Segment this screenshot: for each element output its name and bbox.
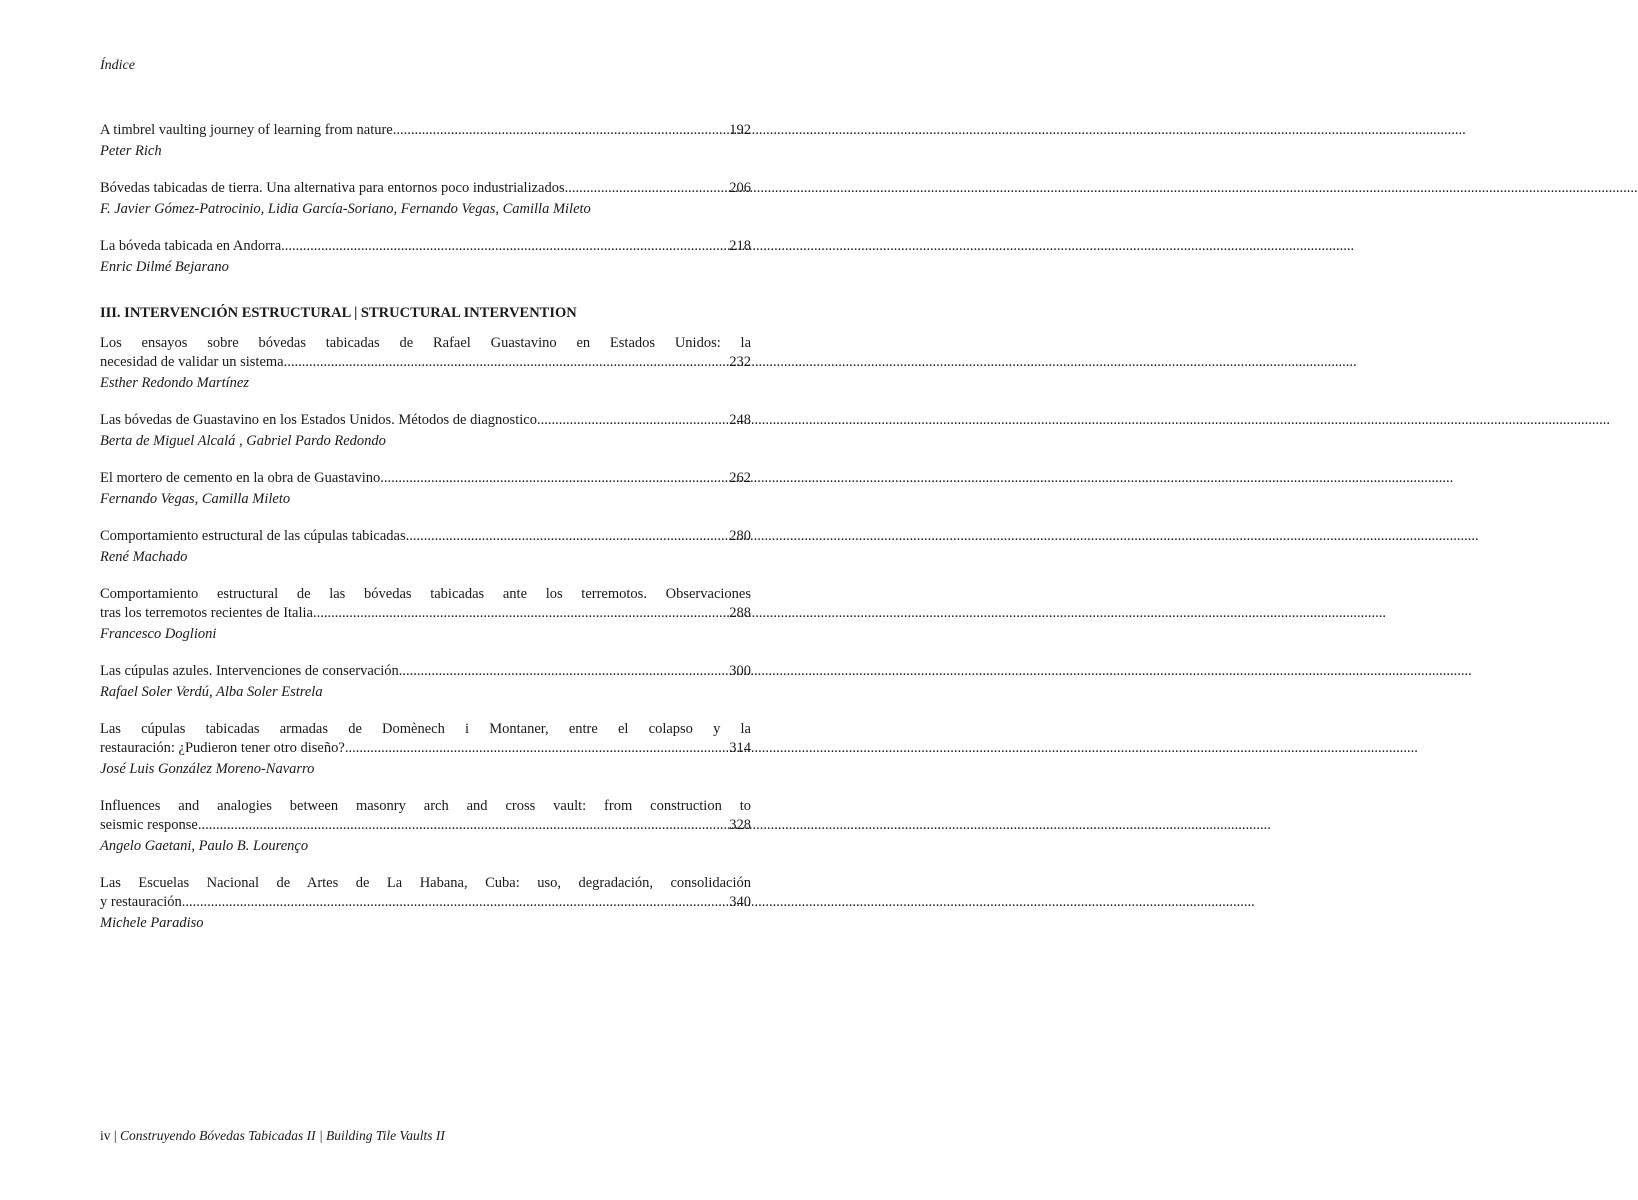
dot-leader [406,527,727,546]
toc-entry-title: A timbrel vaulting journey of learning from nature [100,122,393,138]
footer-separator: | [113,1128,117,1143]
page-footer [100,1128,445,1144]
toc-title-line [100,237,751,256]
toc-page-number: 328 [729,817,751,833]
toc-entry-title: El mortero de cemento en la obra de Guastavino [100,470,381,486]
toc-entry-title: Comportamiento estructural de las cúpulas tabicadas [100,528,406,544]
toc-entry [100,874,751,933]
toc-entry-title: Las cúpulas azules. Intervenciones de conservación [100,663,399,679]
dot-leader [565,179,727,198]
toc-entry-title: y restauración [100,894,182,910]
toc-title-first-line: Influences and analogies between masonry arch and cross vault: from construction to [100,798,751,814]
section-heading: III. INTERVENCIÓN ESTRUCTURAL | STRUCTURAL INTERVENTION [100,305,577,321]
toc-title-line [100,411,751,430]
toc-page-number: 300 [729,663,751,679]
toc-entry [100,585,751,644]
toc-page-number: 248 [729,412,751,428]
toc-entry-authors: Fernando Vegas, Camilla Mileto [100,491,291,507]
toc-title-line [100,121,751,140]
toc-page-number: 206 [729,180,751,196]
toc-entry-title: tras los terremotos recientes de Italia [100,605,313,621]
toc-entry [100,121,751,161]
toc-entry-authors: René Machado [100,549,188,565]
toc-entry [100,179,751,219]
toc-entry [100,797,751,856]
toc-page-number: 262 [729,470,751,486]
toc-title-first-line: Las cúpulas tabicadas armadas de Domènech i Montaner, entre el colapso y la [100,721,751,737]
toc-title-line [100,893,751,912]
footer-book-title: Construyendo Bóvedas Tabicadas II | Building Tile Vaults II [119,1128,445,1143]
toc-page-number: 314 [729,740,751,756]
toc-entry-authors: Angelo Gaetani, Paulo B. Lourenço [100,838,309,854]
toc-entry-authors: Rafael Soler Verdú, Alba Soler Estrela [100,684,323,700]
toc-entry-title: necesidad de validar un sistema [100,354,284,370]
toc-entry-authors: Enric Dilmé Bejarano [100,259,229,275]
toc-entry [100,662,751,702]
toc-title-line [100,527,751,546]
dot-leader [393,121,727,140]
toc-title-line [100,604,751,623]
toc-page-number: 218 [729,238,751,254]
toc-entry-title: seismic response [100,817,198,833]
toc-entry [100,527,751,567]
toc-entry-authors: Michele Paradiso [100,915,204,931]
toc-page-number: 280 [729,528,751,544]
dot-leader [313,604,726,623]
dot-leader [380,469,726,488]
dot-leader [182,893,727,912]
toc-entry [100,720,751,779]
toc-entry-authors: Peter Rich [100,143,162,159]
toc-entry-title: La bóveda tabicada en Andorra [100,238,282,254]
toc-entry-title: Las bóvedas de Guastavino en los Estados Unidos. Métodos de diagnostico [100,412,537,428]
table-of-contents [100,121,751,951]
toc-title-first-line: Los ensayos sobre bóvedas tabicadas de Rafael Guastavino en Estados Unidos: la [100,335,751,351]
toc-page-number: 232 [729,354,751,370]
toc-entry-authors: F. Javier Gómez-Patrocinio, Lidia García-Soriano, Fernando Vegas, Camilla Mileto [100,201,591,217]
toc-page-number: 340 [729,894,751,910]
toc-entry-authors: José Luis González Moreno-Navarro [100,761,315,777]
page-header: Índice [100,58,135,73]
toc-entry [100,469,751,509]
toc-title-line [100,469,751,488]
toc-title-first-line: Comportamiento estructural de las bóvedas tabicadas ante los terremotos. Observaciones [100,586,751,602]
toc-entry [100,237,751,277]
toc-entry-title: Bóvedas tabicadas de tierra. Una alternativa para entornos poco industrializados [100,180,565,196]
toc-entry [100,334,751,393]
toc-entry-authors: Berta de Miguel Alcalá , Gabriel Pardo Redondo [100,433,386,449]
toc-entry-authors: Francesco Doglioni [100,626,217,642]
dot-leader [345,739,726,758]
dot-leader [537,411,726,430]
toc-title-line [100,662,751,681]
dot-leader [281,237,726,256]
toc-title-line [100,739,751,758]
dot-leader [198,816,726,835]
toc-page-number: 288 [729,605,751,621]
dot-leader [284,353,727,372]
toc-entry-authors: Esther Redondo Martínez [100,375,250,391]
footer-page-number: iv [100,1128,111,1143]
dot-leader [399,662,727,681]
toc-title-line [100,816,751,835]
toc-entry [100,411,751,451]
toc-title-first-line: Las Escuelas Nacional de Artes de La Habana, Cuba: uso, degradación, consolidación [100,875,751,891]
toc-entry-title: restauración: ¿Pudieron tener otro diseño? [100,740,345,756]
toc-title-line [100,353,751,372]
toc-title-line [100,179,751,198]
toc-page-number: 192 [729,122,751,138]
